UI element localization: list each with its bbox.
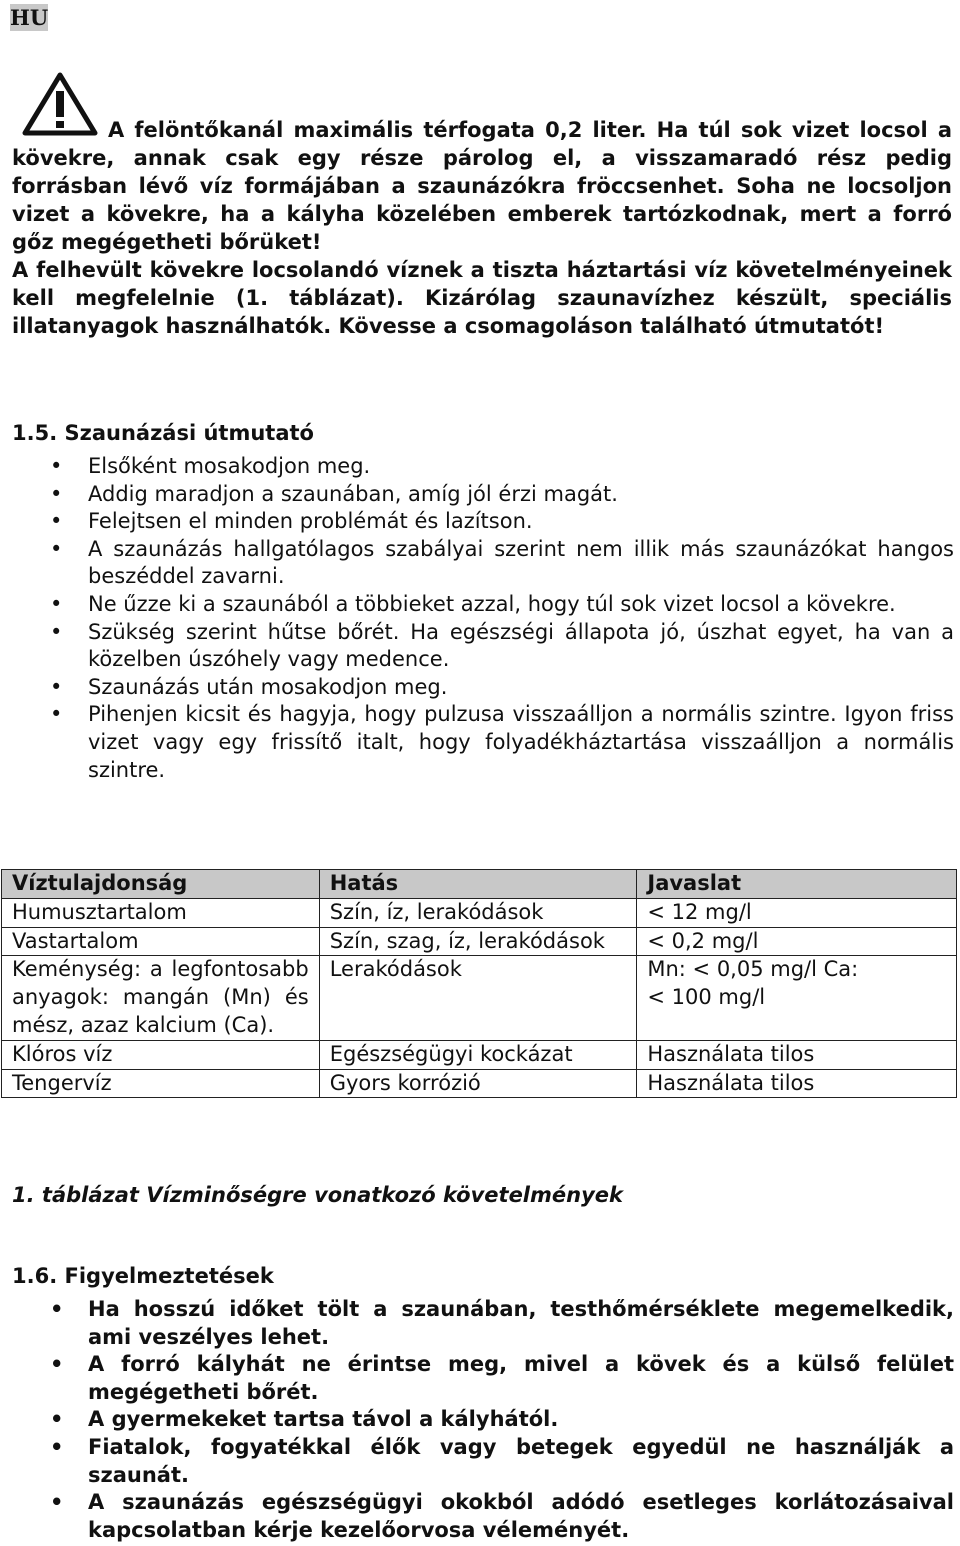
list-item: • A szaunázás hallgatólagos szabályai szerint nem illik más szaunázókat hangos beszéddel zavarni.	[88, 536, 954, 591]
table-row	[2, 1040, 957, 1069]
table-row	[2, 927, 957, 956]
table-header-row	[2, 870, 957, 899]
warning-paragraph-2: A felhevült kövekre locsolandó víznek a tiszta háztartási víz követelményeinek kell megfelelnie (1. táblázat). Kizárólag szaunavízhez készült, speciális illatanyagok használhatók. Kövesse a csomagoláson található útmutatót!	[12, 258, 952, 338]
table-header-cell: Víztulajdonság	[2, 870, 320, 899]
table-row	[2, 1069, 957, 1098]
table-cell: Keménység: a legfontosabb anyagok: mangán (Mn) és mész, azaz kalcium (Ca).	[2, 956, 320, 1040]
table-cell: Egészségügyi kockázat	[319, 1040, 637, 1069]
table-cell: Gyors korrózió	[319, 1069, 637, 1098]
list-item: • A forró kályhát ne érintse meg, mivel a kövek és a külső felület megégetheti bőrét.	[88, 1351, 954, 1406]
table-cell: Szín, íz, lerakódások	[319, 898, 637, 927]
warning-paragraph-1: A felöntőkanál maximális térfogata 0,2 liter. Ha túl sok vizet locsol a kövekre, annak csak egy része párolog el, a visszamaradó rész pedig forrásban lévő víz formájában a szaunázókra fröccsenhet. Soha ne locsoljon vizet a kövekre, ha a kályha közelében emberek tartózkodnak, mert a forró gőz megégetheti bőrüket!	[12, 118, 952, 254]
sauna-guide-list	[88, 453, 954, 784]
language-tag: HU	[10, 5, 49, 30]
table-cell: < 0,2 mg/l	[637, 927, 957, 956]
table-cell: Használata tilos	[637, 1040, 957, 1069]
list-item: • Addig maradjon a szaunában, amíg jól érzi magát.	[88, 481, 954, 509]
water-quality-table	[1, 869, 957, 1098]
list-item: • A szaunázás egészségügyi okokból adódó esetleges korlátozásaival kapcsolatban kérje kezelőorvosa véleményét.	[88, 1489, 954, 1544]
list-item: • Fiatalok, fogyatékkal élők vagy betegek egyedül ne használják a szaunát.	[88, 1434, 954, 1489]
table-cell: < 12 mg/l	[637, 898, 957, 927]
warnings-list	[88, 1296, 954, 1544]
table-cell: Mn: < 0,05 mg/l Ca: < 100 mg/l	[637, 956, 957, 1040]
list-item: • Elsőként mosakodjon meg.	[88, 453, 954, 481]
table-cell: Tengervíz	[2, 1069, 320, 1098]
section-1-6-heading: 1.6. Figyelmeztetések	[12, 1264, 274, 1288]
table-cell: Humusztartalom	[2, 898, 320, 927]
list-item: • Szükség szerint hűtse bőrét. Ha egészségi állapota jó, úszhat egyet, ha van a közelben úszóhely vagy medence.	[88, 619, 954, 674]
table-row	[2, 898, 957, 927]
table-cell: Vastartalom	[2, 927, 320, 956]
warning-block	[12, 116, 952, 340]
list-item: • Ne űzze ki a szaunából a többieket azzal, hogy túl sok vizet locsol a kövekre.	[88, 591, 954, 619]
table-header-cell: Javaslat	[637, 870, 957, 899]
table-cell: Lerakódások	[319, 956, 637, 1040]
section-1-5-heading: 1.5. Szaunázási útmutató	[12, 421, 314, 445]
table-cell: Használata tilos	[637, 1069, 957, 1098]
list-item: • Ha hosszú időket tölt a szaunában, testhőmérséklete megemelkedik, ami veszélyes lehet.	[88, 1296, 954, 1351]
table-cell: Szín, szag, íz, lerakódások	[319, 927, 637, 956]
list-item: • Pihenjen kicsit és hagyja, hogy pulzusa visszaálljon a normális szintre. Igyon friss vizet vagy egy frissítő italt, hogy folyadékháztartása visszaálljon a normális szintre.	[88, 701, 954, 784]
table-row	[2, 956, 957, 1040]
list-item: • Felejtsen el minden problémát és lazítson.	[88, 508, 954, 536]
table-header-cell: Hatás	[319, 870, 637, 899]
table-caption: 1. táblázat Vízminőségre vonatkozó követelmények	[12, 1183, 623, 1207]
list-item: • A gyermekeket tartsa távol a kályhától.	[88, 1406, 954, 1434]
list-item: • Szaunázás után mosakodjon meg.	[88, 674, 954, 702]
table-cell: Klóros víz	[2, 1040, 320, 1069]
